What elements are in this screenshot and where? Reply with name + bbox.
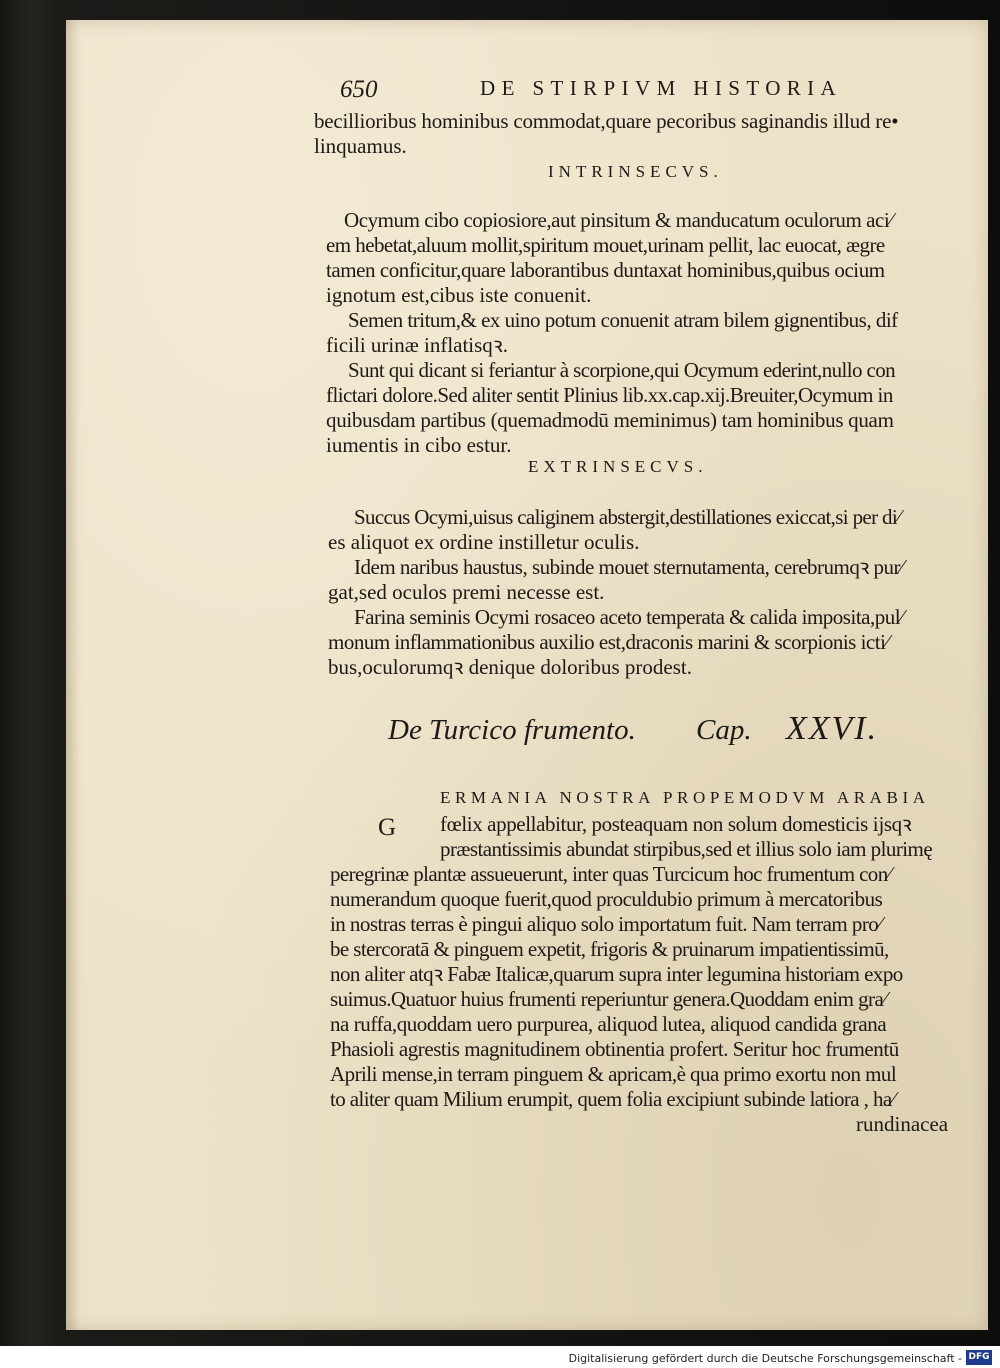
text-line: Aprili mense,in terram pinguem & apricam,è qua primo exortu non mul — [330, 1062, 897, 1086]
text-line: gat,sed oculos premi necesse est. — [328, 580, 605, 604]
text-line: peregrinæ plantæ assueuerunt, inter quas Turcicum hoc frumentum con⁄ — [330, 862, 891, 886]
text-line: Idem naribus haustus, subinde mouet sternutamenta, cerebrumqꝛ pur⁄ — [354, 555, 904, 579]
text-line: becillioribus hominibus commodat,quare pecoribus saginandis illud re• — [314, 109, 899, 133]
text-line: iumentis in cibo estur. — [326, 433, 512, 457]
text-line: quibusdam partibus (quemadmodū meminimus) tam hominibus quam — [326, 408, 894, 432]
text-line: Ocymum cibo copiosiore,aut pinsitum & manducatum oculorum aci⁄ — [344, 208, 893, 232]
text-line: Succus Ocymi,uisus caliginem abstergit,destillationes exiccat,si per di⁄ — [354, 505, 900, 529]
text-line: suimus.Quatuor huius frumenti reperiuntur genera.Quoddam enim gra⁄ — [330, 987, 887, 1011]
catchword: rundinacea — [856, 1112, 949, 1136]
text-line: præstantissimis abundat stirpibus,sed et illius solo iam plurimę — [440, 837, 933, 861]
text-line: em hebetat,aluum mollit,spiritum mouet,urinam pellit, lac euocat, ægre — [326, 233, 885, 257]
page-header — [340, 76, 970, 108]
text-line: tamen conficitur,quare laborantibus duntaxat hominibus,quibus ocium — [326, 258, 885, 282]
text-line: Semen tritum,& ex uino potum conuenit atram bilem gignentibus, dif — [348, 308, 898, 332]
text-line: non aliter atqꝛ Fabæ Italicæ,quarum supra inter legumina historiam expo — [330, 962, 903, 986]
dfg-logo: DFG — [966, 1350, 992, 1365]
text-line: Phasioli agrestis magnitudinem obtinentia profert. Seritur hoc frumentū — [330, 1037, 899, 1061]
text-line: ignotum est,cibus iste conuenit. — [326, 283, 592, 307]
chapter-number: XXVI. — [786, 710, 879, 747]
text-line: be stercoratā & pinguem expetit, frigoris & pruinarum impatientissimū, — [330, 937, 889, 961]
heading-extrinsecus: EXTRINSECVS. — [528, 457, 708, 476]
running-title: DE STIRPIVM HISTORIA — [480, 76, 843, 100]
chapter-heading — [388, 710, 948, 758]
text-line: flictari dolore.Sed aliter sentit Plinius lib.xx.cap.xij.Breuiter,Ocymum in — [326, 383, 893, 407]
text-line: monum inflammationibus auxilio est,draconis marini & scorpionis icti⁄ — [328, 630, 889, 654]
funding-credit: Digitalisierung gefördert durch die Deutsche Forschungsgemeinschaft - — [568, 1352, 962, 1365]
chapter-title: De Turcico frumento. — [388, 714, 636, 746]
text-line: in nostras terras è pingui aliquo solo importatum fuit. Nam terram pro⁄ — [330, 912, 882, 936]
text-line: to aliter quam Milium erumpit, quem folia excipiunt subinde latiora , ha⁄ — [330, 1087, 895, 1111]
chapter-opening-caps: ERMANIA NOSTRA PROPEMODVM ARABIA — [440, 788, 930, 807]
text-line: linquamus. — [314, 134, 407, 158]
text-line: bus,oculorumqꝛ denique doloribus prodest. — [328, 655, 692, 679]
text-line: fœlix appellabitur, posteaquam non solum domesticis ĳsqꝛ — [440, 812, 912, 836]
text-line: Sunt qui dicant si feriantur à scorpione,qui Ocymum ederint,nullo con — [348, 358, 896, 382]
chapter-cap-label: Cap. — [696, 714, 752, 746]
text-line: es aliquot ex ordine instilletur oculis. — [328, 530, 640, 554]
page-number: 650 — [340, 76, 378, 103]
text-line: ficili urinæ inflatisqꝛ. — [326, 333, 509, 357]
heading-intrinsecus: INTRINSECVS. — [548, 162, 723, 181]
drop-cap-initial: G — [378, 814, 397, 841]
text-line: na ruffa,quoddam uero purpurea, aliquod lutea, aliquod candida grana — [330, 1012, 887, 1036]
text-line: numerandum quoque fuerit,quod proculdubio primum à mercatoribus — [330, 887, 883, 911]
text-line: Farina seminis Ocymi rosaceo aceto temperata & calida imposita,pul⁄ — [354, 605, 904, 629]
